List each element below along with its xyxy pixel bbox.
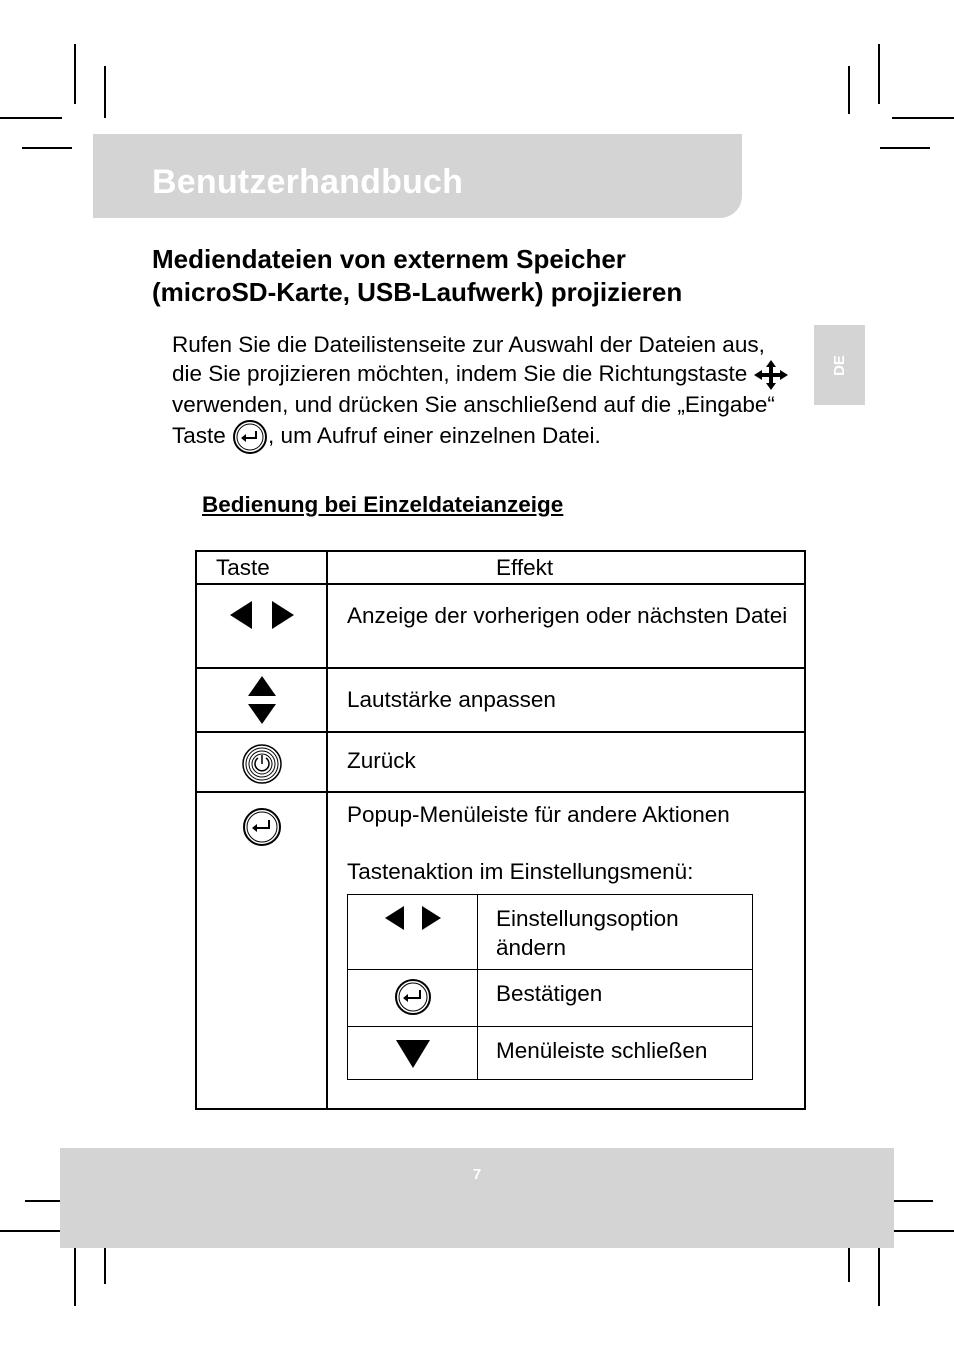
- sub-table-row: [348, 895, 753, 970]
- intro-text-3: , um Aufruf einer einzelnen Datei.: [268, 423, 601, 448]
- header-key: Taste: [196, 551, 327, 584]
- table-row: [196, 732, 805, 792]
- crop-mark: [878, 44, 880, 104]
- table-row: [196, 584, 805, 668]
- enter-button-icon: [242, 807, 282, 847]
- down-arrow-icon: [395, 1039, 431, 1069]
- sub-effect-text: Bestätigen: [496, 981, 603, 1006]
- crop-mark: [878, 1248, 880, 1306]
- crop-mark: [74, 44, 76, 104]
- sub-key-cell: [348, 1027, 478, 1080]
- intro-paragraph: [172, 330, 792, 455]
- crop-mark: [74, 1248, 76, 1306]
- effect-cell: [327, 584, 805, 668]
- sub-effect-cell: [478, 895, 753, 970]
- left-right-arrows-icon: [227, 597, 297, 633]
- subsection-heading: Bedienung bei Einzeldateianzeige: [202, 492, 564, 517]
- effect-text: Zurück: [347, 748, 416, 773]
- direction-pad-icon: [754, 360, 788, 390]
- table-header-row: [196, 551, 805, 584]
- power-button-icon: [241, 743, 283, 785]
- effect-text: Lautstärke anpassen: [347, 687, 556, 712]
- section-title: [152, 243, 792, 309]
- crop-mark: [848, 1248, 850, 1282]
- effect-cell: [327, 792, 805, 1109]
- crop-mark: [0, 1230, 62, 1232]
- settings-key-table: [347, 894, 753, 1080]
- sub-table-row: [348, 1027, 753, 1080]
- language-tab-label: DE: [831, 354, 848, 376]
- sub-effect-text: Einstellungsoption ändern: [496, 906, 679, 960]
- effect-cell: [327, 732, 805, 792]
- sub-effect-cell: [478, 970, 753, 1027]
- manual-title: Benutzerhandbuch: [152, 163, 464, 201]
- section-title-line1: Mediendateien von externem Speicher: [152, 244, 626, 274]
- enter-button-icon: [394, 978, 432, 1016]
- left-right-arrows-icon: [382, 903, 444, 933]
- sub-key-cell: [348, 895, 478, 970]
- key-cell: [196, 792, 327, 1109]
- page-number: 7: [472, 1166, 482, 1183]
- effect-cell: [327, 668, 805, 732]
- header-effect: Effekt: [327, 551, 805, 584]
- effect-text: Anzeige der vorherigen oder nächsten Datei: [347, 603, 788, 628]
- crop-mark: [0, 117, 62, 119]
- table-row: [196, 668, 805, 732]
- sub-key-cell: [348, 970, 478, 1027]
- section-title-line2: (microSD-Karte, USB-Laufwerk) projizieren: [152, 277, 683, 307]
- key-cell: [196, 668, 327, 732]
- intro-text-2: verwenden, und drücken Sie anschließend auf die „Eingabe“ Taste: [172, 392, 775, 448]
- footer-band: [60, 1148, 894, 1248]
- crop-mark: [25, 1200, 61, 1202]
- sub-effect-cell: [478, 1027, 753, 1080]
- enter-button-icon: [232, 419, 268, 455]
- effect-text: Popup-Menüleiste für andere Aktionen: [347, 802, 730, 827]
- sub-effect-text: Menüleiste schließen: [496, 1038, 708, 1063]
- crop-mark: [893, 1230, 954, 1232]
- crop-mark: [104, 66, 106, 118]
- crop-mark: [22, 147, 72, 149]
- key-cell: [196, 732, 327, 792]
- up-down-arrows-icon: [245, 675, 279, 725]
- settings-menu-note: Tastenaktion im Einstellungsmenü:: [347, 859, 694, 884]
- crop-mark: [880, 147, 930, 149]
- table-row: [196, 792, 805, 1109]
- language-tab: [814, 325, 865, 405]
- intro-text-1: Rufen Sie die Dateilistenseite zur Auswahl der Dateien aus, die Sie projizieren möchten, indem Sie die Richtungstaste: [172, 332, 765, 386]
- crop-mark: [104, 1248, 106, 1284]
- crop-mark: [892, 117, 954, 119]
- sub-table-row: [348, 970, 753, 1027]
- crop-mark: [848, 66, 850, 114]
- key-function-table: [195, 550, 806, 1110]
- key-cell: [196, 584, 327, 668]
- crop-mark: [893, 1200, 933, 1202]
